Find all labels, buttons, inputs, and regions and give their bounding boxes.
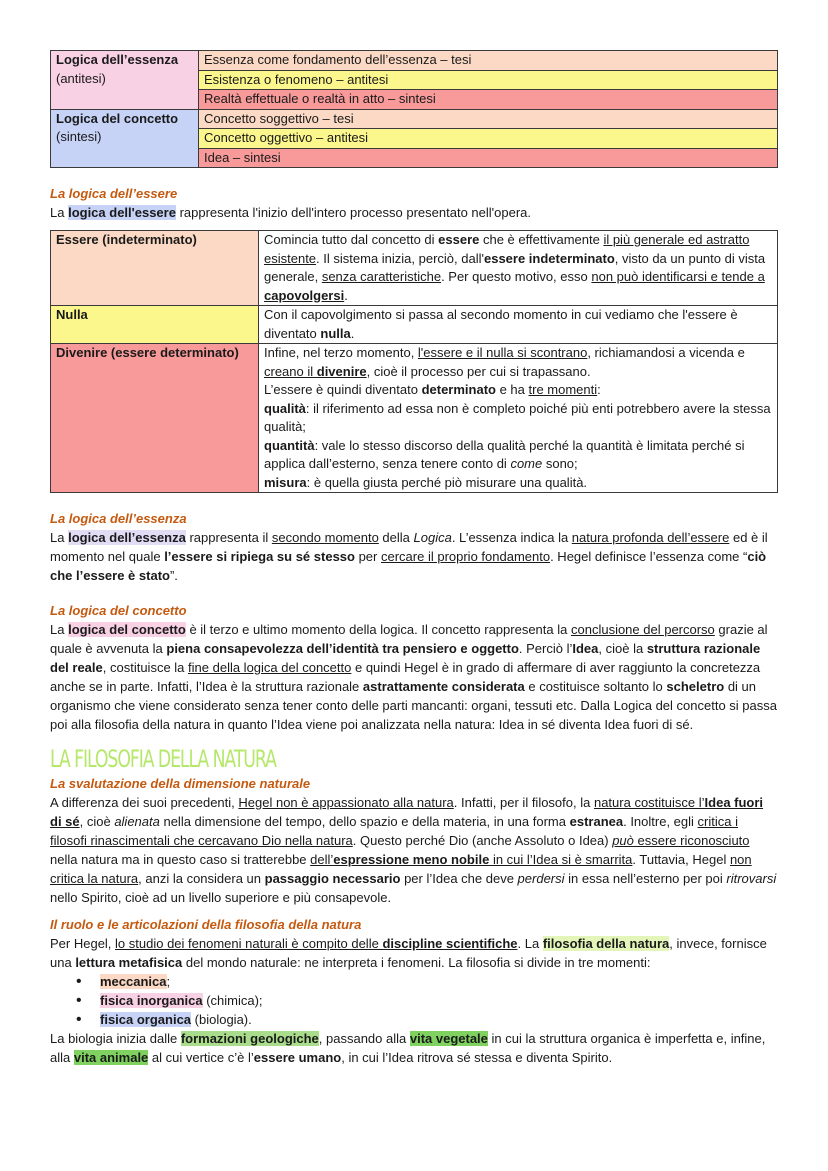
nulla-description: Con il capovolgimento si passa al secondo momento in cui vediamo che l'essere è diventato nulla. xyxy=(259,306,778,344)
ruolo-paragraph: Per Hegel, lo studio dei fenomeni naturali è compito delle discipline scientifiche. La filosofia della natura, invece, fornisce una lettura metafisica del mondo naturale: ne interpreta i fenomeni. La filosofia si divide in tre momenti: xyxy=(50,936,767,970)
biologia-paragraph: La biologia inizia dalle formazioni geologiche, passando alla vita vegetale in cui la struttura organica è imperfetta e, infine, alla vita animale al cui vertice c’è l’essere umano, in cui l’Idea ritrova sé stessa e diventa Spirito. xyxy=(50,1031,766,1065)
table-row-antitesi: Esistenza o fenomeno – antitesi xyxy=(199,70,778,90)
spacer xyxy=(50,585,778,601)
table-row-sintesi: Realtà effettuale o realtà in atto – sintesi xyxy=(199,90,778,110)
essere-description: Comincia tutto dal concetto di essere che è effettivamente il più generale ed astratto esistente. Il sistema inizia, perciò, dall'essere indeterminato, visto da un punto di vista generale, senza caratteristiche. Per questo motivo, esso non può identificarsi e tende a capovolgersi. xyxy=(259,231,778,306)
divenire-description: Infine, nel terzo momento, l'essere e il nulla si scontrano, richiamandosi a vicenda e creano il divenire, cioè il processo per cui si trapassano. L’essere è quindi diventato determinato e ha tre momenti: qualità: il riferimento ad essa non è completo poiché più enti potrebbero avere la stessa qualità; quantità: vale lo stesso discorso della qualità perché la quantità è limitata perché si applica dall’esterno, senza tenere conto di come sono; misura: è quella giusta perché piò misurare una qualità. xyxy=(259,344,778,493)
nulla-label: Nulla xyxy=(51,306,259,344)
essere-table xyxy=(50,230,778,493)
document-page xyxy=(50,50,778,1067)
group-subtitle: (antitesi) xyxy=(56,70,106,86)
term-qualita: qualità xyxy=(264,400,306,416)
section-heading-svalutazione: La svalutazione della dimensione naturale xyxy=(50,776,311,791)
section-heading-essenza: La logica dell’essenza xyxy=(50,511,187,526)
table-row-tesi: Concetto soggettivo – tesi xyxy=(199,109,778,129)
section-heading-ruolo: Il ruolo e le articolazioni della filosofia della natura xyxy=(50,917,362,932)
group-title: Logica del concetto xyxy=(56,110,179,126)
essenza-group-cell xyxy=(51,51,199,110)
group-subtitle: (sintesi) xyxy=(56,129,102,144)
table-row-antitesi: Concetto oggettivo – antitesi xyxy=(199,129,778,149)
svalutazione-paragraph: A differenza dei suoi precedenti, Hegel non è appassionato alla natura. Infatti, per il filosofo, la natura costituisce l’Idea fuori di sé, cioè alienata nella dimensione del tempo, dello spazio e della materia, in una forma estranea. Inoltre, egli critica i filosofi rinascimentali che cercavano Dio nella natura. Questo perché Dio (anche Assoluto o Idea) può essere riconosciuto nella natura ma in questo caso si tratterebbe dell’espressione meno nobile in cui l’Idea si è smarrita. Tuttavia, Hegel non critica la natura, anzi la considera un passaggio necessario per l’Idea che deve perdersi in essa nell’esterno per poi ritrovarsi nello Spirito, cioè ad un livello superiore e più consapevole. xyxy=(50,795,777,905)
essere-label: Essere (indeterminato) xyxy=(51,231,259,306)
highlight-logica-essere: logica dell'essere xyxy=(68,205,176,220)
logic-structure-table xyxy=(50,50,778,168)
concetto-group-cell xyxy=(51,109,199,168)
list-item: • fisica organica (biologia). xyxy=(100,1010,778,1029)
divenire-label: Divenire (essere determinato) xyxy=(51,344,259,493)
group-title: Logica dell’essenza xyxy=(56,52,179,67)
chapter-title: LA FILOSOFIA DELLA NATURA xyxy=(50,745,276,773)
essere-intro: La logica dell'essere rappresenta l'inizio dell'intero processo presentato nell'opera. xyxy=(50,205,531,220)
list-item: • meccanica; xyxy=(100,972,778,991)
term-misura: misura xyxy=(264,474,307,490)
term-quantita: quantità xyxy=(264,437,315,453)
section-heading-concetto: La logica del concetto xyxy=(50,603,187,618)
concetto-paragraph: La logica del concetto è il terzo e ultimo momento della logica. Il concetto rappresenta la conclusione del percorso grazie al quale è avvenuta la piena consapevolezza dell’identità tra pensiero e oggetto. Perciò l’Idea, cioè la struttura razionale del reale, costituisce la fine della logica del concetto e quindi Hegel è in grado di affermare di aver raggiunto la concretezza anche se in parte. Infatti, l’Idea è la struttura razionale astrattamente considerata e costituisce soltanto lo scheletro di un organismo che viene considerato senza tener conto delle parti mancanti: organi, tessuti etc. Dalla Logica del concetto si passa poi alla filosofia della natura in quanto l’Idea viene poi analizzata nella natura: Idea in sé diventa Idea fuori di sé. xyxy=(50,622,777,732)
spacer xyxy=(50,168,778,184)
list-item: • fisica inorganica (chimica); xyxy=(100,991,778,1010)
section-heading-essere: La logica dell’essere xyxy=(50,186,178,201)
table-row-sintesi: Idea – sintesi xyxy=(199,148,778,168)
table-row-tesi: Essenza come fondamento dell’essenza – tesi xyxy=(199,51,778,71)
spacer xyxy=(50,493,778,509)
natura-moments-list xyxy=(50,972,778,1029)
essenza-paragraph: La logica dell’essenza rappresenta il secondo momento della Logica. L’essenza indica la natura profonda dell’essere ed è il momento nel quale l’essere si ripiega su sé stesso per cercare il proprio fondamento. Hegel definisce l’essenza come “ciò che l’essere è stato”. xyxy=(50,530,768,583)
